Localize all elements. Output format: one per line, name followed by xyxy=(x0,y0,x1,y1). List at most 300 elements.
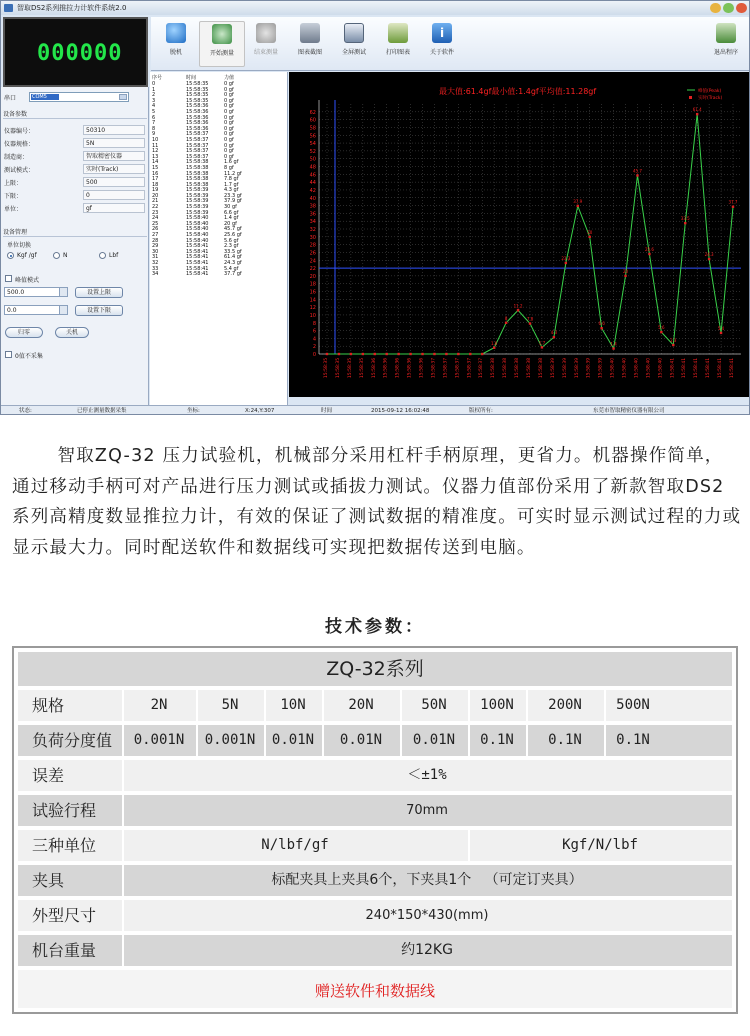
row-force: 0 gf xyxy=(224,142,234,149)
unit-radio-kgf[interactable] xyxy=(7,252,14,259)
spec-row-division xyxy=(18,725,732,756)
port-label: 串口 xyxy=(4,95,17,102)
row-index: 23 xyxy=(152,209,159,216)
x-tick-label: 15:58:35 xyxy=(324,357,329,379)
data-point xyxy=(672,344,674,346)
maximize-icon[interactable] xyxy=(723,3,734,13)
spec-weight-label: 机台重量 xyxy=(18,935,122,966)
col-divider xyxy=(122,725,124,756)
spec-division-cell: 0.01N xyxy=(412,732,456,748)
spec-dimensions-label: 外型尺寸 xyxy=(18,900,122,931)
field-value-unit: gf xyxy=(83,203,145,213)
y-tick-label: 10 xyxy=(309,312,316,319)
row-index: 26 xyxy=(152,226,159,233)
port-value: COM5 xyxy=(31,94,59,100)
fullscreen-icon xyxy=(344,23,364,43)
data-point xyxy=(386,353,388,355)
spec-row-gift xyxy=(18,970,732,1008)
row-time: 15:58:41 xyxy=(186,265,209,272)
data-label: 6.6 xyxy=(598,321,605,327)
data-point xyxy=(409,353,411,355)
row-index: 14 xyxy=(152,159,159,166)
row-index: 21 xyxy=(152,198,159,205)
data-point xyxy=(660,331,662,333)
row-time: 15:58:36 xyxy=(186,103,209,110)
x-tick-label: 15:58:37 xyxy=(467,357,473,379)
data-table xyxy=(150,72,288,405)
spec-title: ZQ-32系列 xyxy=(326,658,424,680)
x-tick-label: 15:58:36 xyxy=(419,357,425,379)
data-label: 61.4 xyxy=(692,107,702,113)
x-tick-label: 15:58:36 xyxy=(383,357,389,379)
data-label: 45.7 xyxy=(633,168,642,174)
row-index: 6 xyxy=(152,114,156,121)
stop-measure-label: 结束测量 xyxy=(253,49,278,56)
offline-label: 脱机 xyxy=(169,49,182,56)
data-label: 23.3 xyxy=(561,255,571,261)
row-force: 0 gf xyxy=(224,108,234,115)
copyright-label: 版权所有: xyxy=(469,408,493,414)
field-value-spec: 5N xyxy=(83,138,145,148)
app-icon xyxy=(4,4,13,12)
minimize-icon[interactable] xyxy=(710,3,721,13)
data-point xyxy=(421,353,423,355)
spec-division-cell: 0.001N xyxy=(133,732,185,748)
row-index: 2 xyxy=(152,92,156,99)
data-point xyxy=(350,353,352,355)
window-title: 智取DS2系列推拉力计软件系统2.0 xyxy=(17,4,127,12)
y-tick-label: 30 xyxy=(309,234,316,241)
data-point xyxy=(636,174,638,176)
row-time: 15:58:36 xyxy=(186,120,209,127)
row-time: 15:58:36 xyxy=(186,114,209,121)
row-force: 11.2 gf xyxy=(224,170,242,177)
x-tick-label: 15:58:37 xyxy=(479,357,485,379)
data-point xyxy=(565,262,567,264)
exit-label: 退出程序 xyxy=(713,49,738,56)
x-tick-label: 15:58:41 xyxy=(670,357,676,379)
zero-button[interactable]: 归零 xyxy=(5,327,43,338)
spec-division-cell: 0.1N xyxy=(548,732,582,748)
x-tick-label: 15:58:40 xyxy=(610,357,616,379)
row-force: 61.4 gf xyxy=(224,254,242,261)
gear-stop-icon xyxy=(256,23,276,43)
row-time: 15:58:37 xyxy=(186,153,209,160)
row-index: 16 xyxy=(152,170,159,177)
x-tick-label: 15:58:35 xyxy=(335,357,341,379)
col-divider xyxy=(196,725,198,756)
data-point xyxy=(457,353,459,355)
row-index: 5 xyxy=(152,108,156,115)
data-label: 37.7 xyxy=(728,199,738,205)
row-time: 15:58:37 xyxy=(186,131,209,138)
row-time: 15:58:39 xyxy=(186,204,209,211)
row-time: 15:58:37 xyxy=(186,136,209,143)
unit-switch-label: 单位切换 xyxy=(7,242,32,249)
row-time: 15:58:40 xyxy=(186,220,209,227)
spec-size-cell: 2N xyxy=(150,697,168,713)
spec-size-cell: 5N xyxy=(221,697,239,713)
zero-skip-checkbox[interactable] xyxy=(5,351,12,358)
row-time: 15:58:39 xyxy=(186,187,209,194)
col-divider xyxy=(400,725,402,756)
col-divider xyxy=(264,725,266,756)
row-index: 3 xyxy=(152,97,156,104)
row-force: 2.3 gf xyxy=(224,243,239,250)
data-point xyxy=(732,206,734,208)
y-tick-label: 12 xyxy=(309,305,316,312)
col-divider xyxy=(604,690,606,721)
row-index: 7 xyxy=(152,120,156,127)
row-index: 17 xyxy=(152,176,159,183)
device-mgmt-group xyxy=(3,227,147,237)
data-label: 1.6 xyxy=(490,340,498,346)
unit-radio-lbf[interactable] xyxy=(99,252,106,259)
row-force: 1.7 gf xyxy=(224,181,239,188)
row-time: 15:58:40 xyxy=(186,237,209,244)
data-point xyxy=(469,353,471,355)
row-force: 1.4 gf xyxy=(224,215,239,222)
row-index: 18 xyxy=(152,181,159,188)
data-label: 1.7 xyxy=(538,340,546,346)
row-index: 8 xyxy=(152,125,156,132)
y-tick-label: 50 xyxy=(309,156,316,163)
row-force: 0 gf xyxy=(224,81,234,87)
x-tick-label: 15:58:39 xyxy=(598,357,604,379)
data-label: 20 xyxy=(622,268,629,274)
col-divider xyxy=(468,830,470,861)
device-params-group xyxy=(3,109,147,119)
unit-n-label: N xyxy=(63,252,68,259)
coord-label: 坐标: xyxy=(187,408,200,414)
force-chart xyxy=(289,72,750,397)
status-label: 状态: xyxy=(19,408,32,414)
stop-measure-button[interactable] xyxy=(243,21,289,67)
x-tick-label: 15:58:39 xyxy=(574,357,580,379)
x-tick-label: 15:58:38 xyxy=(503,357,509,379)
row-force: 5.6 gf xyxy=(224,237,239,244)
row-index: 33 xyxy=(152,265,159,272)
row-index: 12 xyxy=(152,148,159,155)
status-bar xyxy=(1,405,750,415)
exit-icon xyxy=(716,23,736,43)
spec-row-stroke xyxy=(18,795,732,826)
unit-radio-n[interactable] xyxy=(53,252,60,259)
y-tick-label: 28 xyxy=(309,242,316,249)
data-label: 2.3 xyxy=(670,338,677,344)
row-index: 20 xyxy=(152,192,159,199)
spec-division-cell: 0.01N xyxy=(339,732,383,748)
row-index: 30 xyxy=(152,248,159,255)
chevron-down-icon[interactable] xyxy=(119,94,127,100)
row-force: 30 gf xyxy=(224,204,237,211)
x-tick-label: 15:58:38 xyxy=(491,357,497,379)
time-value: 2015-09-12 16:02:48 xyxy=(371,408,430,414)
x-tick-label: 15:58:40 xyxy=(622,357,628,379)
y-tick-label: 2 xyxy=(312,344,316,351)
printer-icon xyxy=(388,23,408,43)
row-force: 6.6 gf xyxy=(224,209,239,216)
chart-title: 最大值:61.4gf最小值:1.4gf平均值:11.28gf xyxy=(439,87,597,96)
col-divider xyxy=(122,795,124,826)
row-time: 15:58:41 xyxy=(186,254,209,261)
data-point xyxy=(362,353,364,355)
row-time: 15:58:38 xyxy=(186,164,209,171)
upper-limit-spinner[interactable]: 500.0 xyxy=(4,287,68,297)
coord-value: X:24,Y:307 xyxy=(245,408,275,414)
about-button[interactable] xyxy=(419,21,465,67)
row-force: 0 gf xyxy=(224,125,234,132)
data-label: 24.3 xyxy=(704,252,714,258)
row-time: 15:58:39 xyxy=(186,209,209,216)
field-value-mode: 实时(Track) xyxy=(83,164,145,174)
x-tick-label: 15:58:41 xyxy=(730,357,735,379)
row-index: 29 xyxy=(152,243,159,250)
spec-size-cell: 20N xyxy=(348,697,374,713)
col-divider xyxy=(400,690,402,721)
about-label: 关于软件 xyxy=(429,49,454,56)
field-value-serial: 50310 xyxy=(83,125,145,135)
col-divider xyxy=(468,690,470,721)
col-divider xyxy=(526,725,528,756)
row-force: 0 gf xyxy=(224,114,234,121)
gear-start-icon xyxy=(212,24,232,44)
spec-division-cell: 0.01N xyxy=(271,732,315,748)
close-icon[interactable] xyxy=(736,3,747,13)
data-point xyxy=(624,275,626,277)
row-index: 11 xyxy=(152,142,159,149)
spec-weight-value: 约12KG xyxy=(401,942,453,958)
y-tick-label: 20 xyxy=(309,273,316,280)
row-index: 1 xyxy=(152,86,156,93)
y-tick-label: 24 xyxy=(309,258,316,265)
data-point xyxy=(684,222,686,224)
col-divider xyxy=(526,690,528,721)
x-tick-label: 15:58:40 xyxy=(634,357,640,379)
spec-row-units xyxy=(18,830,732,861)
y-tick-label: 22 xyxy=(309,266,316,273)
col-header-force: 力值 xyxy=(224,75,235,81)
y-tick-label: 48 xyxy=(309,164,316,171)
row-time: 15:58:37 xyxy=(186,142,209,149)
set-upper-button[interactable]: 设置上限 xyxy=(75,287,123,298)
copyright-value: 东莞市智取精密仪器有限公司 xyxy=(593,408,665,414)
row-time: 15:58:38 xyxy=(186,170,209,177)
spec-division-label: 负荷分度值 xyxy=(18,725,122,756)
spec-row-dimensions xyxy=(18,900,732,931)
unit-lbf-label: Lbf xyxy=(109,252,119,259)
chart-screenshot-button[interactable] xyxy=(287,21,333,67)
col-divider xyxy=(322,725,324,756)
spec-stroke-label: 试验行程 xyxy=(18,795,122,826)
start-measure-button[interactable] xyxy=(199,21,245,67)
data-point xyxy=(589,236,591,238)
spec-units-a: N/lbf/gf xyxy=(261,837,329,853)
data-point xyxy=(577,205,579,207)
row-index: 9 xyxy=(152,131,156,138)
row-time: 15:58:38 xyxy=(186,181,209,188)
x-tick-label: 15:58:38 xyxy=(515,357,521,379)
data-label: 5.6 xyxy=(658,325,665,331)
row-index: 22 xyxy=(152,204,159,211)
app-window xyxy=(0,0,750,415)
window-controls xyxy=(710,3,747,13)
field-value-maker: 智取精密仪器 xyxy=(83,151,145,161)
data-point xyxy=(433,353,435,355)
legend-track-swatch xyxy=(689,96,692,99)
data-label: 1.4 xyxy=(610,341,617,347)
spec-size-cell: 200N xyxy=(548,697,582,713)
table-body xyxy=(150,82,286,278)
spec-heading: 技术参数： xyxy=(325,617,425,637)
left-panel xyxy=(1,87,149,405)
x-tick-label: 15:58:37 xyxy=(443,357,449,379)
spec-row-size xyxy=(18,690,732,721)
field-label-lower: 下限： xyxy=(4,193,23,200)
row-time: 15:58:35 xyxy=(186,86,209,93)
data-point xyxy=(505,322,507,324)
legend-track-label: 实时(Track) xyxy=(698,96,723,101)
exit-button[interactable] xyxy=(703,21,749,67)
col-divider xyxy=(322,690,324,721)
col-divider xyxy=(264,690,266,721)
data-point xyxy=(612,347,614,349)
col-header-time: 时间 xyxy=(186,75,197,81)
data-point xyxy=(600,327,602,329)
row-time: 15:58:37 xyxy=(186,148,209,155)
data-point xyxy=(720,332,722,334)
fullscreen-test-button[interactable] xyxy=(331,21,377,67)
col-divider xyxy=(468,725,470,756)
spec-division-cell: 0.001N xyxy=(204,732,256,748)
data-label: 11.2 xyxy=(513,303,523,309)
lower-limit-spinner[interactable]: 0.0 xyxy=(4,305,68,315)
globe-icon xyxy=(166,23,186,43)
y-tick-label: 58 xyxy=(309,125,316,132)
title-bar xyxy=(1,1,750,15)
col-divider xyxy=(122,865,124,896)
row-force: 45.7 gf xyxy=(224,226,242,233)
spec-title-row xyxy=(18,652,732,686)
data-point xyxy=(517,309,519,311)
data-point xyxy=(397,353,399,355)
y-tick-label: 16 xyxy=(309,289,316,296)
toolbar xyxy=(151,17,750,71)
row-force: 0 gf xyxy=(224,153,234,160)
data-point xyxy=(326,353,328,355)
spec-size-cell: 50N xyxy=(421,697,447,713)
row-index: 4 xyxy=(152,103,156,110)
y-tick-label: 14 xyxy=(309,297,316,304)
x-tick-label: 15:58:40 xyxy=(646,357,652,379)
data-point xyxy=(445,353,447,355)
y-tick-label: 32 xyxy=(309,227,316,233)
x-tick-label: 15:58:37 xyxy=(455,357,461,379)
row-index: 28 xyxy=(152,237,159,244)
y-tick-label: 8 xyxy=(312,320,316,327)
row-force: 37.9 gf xyxy=(224,198,242,205)
spec-error-label: 误差 xyxy=(18,760,122,791)
row-time: 15:58:36 xyxy=(186,108,209,115)
spec-table xyxy=(12,646,738,1014)
chart-svg xyxy=(289,72,750,397)
spec-size-cell: 500N xyxy=(616,697,650,713)
spec-units-label: 三种单位 xyxy=(18,830,122,861)
print-chart-button[interactable] xyxy=(375,21,421,67)
field-label-serial: 仪器编号： xyxy=(4,128,35,135)
y-tick-label: 6 xyxy=(312,328,316,335)
spec-division-cell: 0.1N xyxy=(480,732,514,748)
data-point xyxy=(648,253,650,255)
row-force: 0 gf xyxy=(224,131,234,138)
x-tick-label: 15:58:41 xyxy=(694,357,700,379)
spec-row-weight xyxy=(18,935,732,966)
spec-gift-text: 赠送软件和数据线 xyxy=(314,982,435,1000)
power-off-button[interactable]: 关机 xyxy=(55,327,89,338)
row-force: 0 gf xyxy=(224,86,234,93)
x-tick-label: 15:58:35 xyxy=(359,357,365,379)
row-time: 15:58:39 xyxy=(186,192,209,199)
data-point xyxy=(696,113,698,115)
spec-stroke-value: 70mm xyxy=(406,803,448,818)
field-value-upper: 500 xyxy=(83,177,145,187)
row-time: 15:58:35 xyxy=(186,92,209,99)
x-tick-label: 15:58:39 xyxy=(562,357,568,379)
peak-mode-label: 峰值模式 xyxy=(15,277,40,284)
camera-icon xyxy=(300,23,320,43)
row-force: 0 gf xyxy=(224,148,234,155)
data-point xyxy=(541,346,543,348)
y-tick-label: 54 xyxy=(309,141,316,148)
row-time: 15:58:41 xyxy=(186,248,209,255)
legend-peak-label: 峰值(Peak) xyxy=(698,89,722,94)
spec-units-b: Kgf/N/lbf xyxy=(562,837,638,853)
row-force: 20 gf xyxy=(224,220,237,227)
status-value: 已停止测量数据采集 xyxy=(77,408,127,414)
row-index: 13 xyxy=(152,153,159,160)
offline-button[interactable] xyxy=(153,21,199,67)
field-value-lower: 0 xyxy=(83,190,145,200)
x-tick-label: 15:58:36 xyxy=(395,357,401,379)
data-label: 8 xyxy=(504,315,508,321)
row-force: 25.6 gf xyxy=(224,232,242,239)
set-lower-button[interactable]: 设置下限 xyxy=(75,305,123,316)
row-time: 15:58:41 xyxy=(186,243,209,250)
data-label: 37.9 xyxy=(573,198,583,204)
port-select[interactable] xyxy=(29,92,129,102)
row-index: 24 xyxy=(152,215,159,222)
table-row[interactable] xyxy=(150,272,286,278)
row-force: 0 gf xyxy=(224,120,234,127)
col-divider xyxy=(604,725,606,756)
peak-mode-checkbox[interactable] xyxy=(5,275,12,282)
row-time: 15:58:38 xyxy=(186,159,209,166)
y-tick-label: 60 xyxy=(309,117,316,124)
data-label: 4.3 xyxy=(550,330,558,336)
spec-fixture-label: 夹具 xyxy=(18,865,122,896)
data-label: 7.8 xyxy=(526,316,534,322)
y-tick-label: 42 xyxy=(309,187,316,194)
field-label-mode: 测试模式： xyxy=(4,167,35,174)
col-divider xyxy=(122,760,124,791)
row-force: 33.5 gf xyxy=(224,248,242,255)
spec-division-cell: 0.1N xyxy=(616,732,650,748)
col-divider xyxy=(196,690,198,721)
y-tick-label: 4 xyxy=(312,336,316,343)
row-time: 15:58:35 xyxy=(186,81,209,87)
row-time: 15:58:40 xyxy=(186,215,209,222)
start-measure-label: 开始测量 xyxy=(209,50,234,57)
